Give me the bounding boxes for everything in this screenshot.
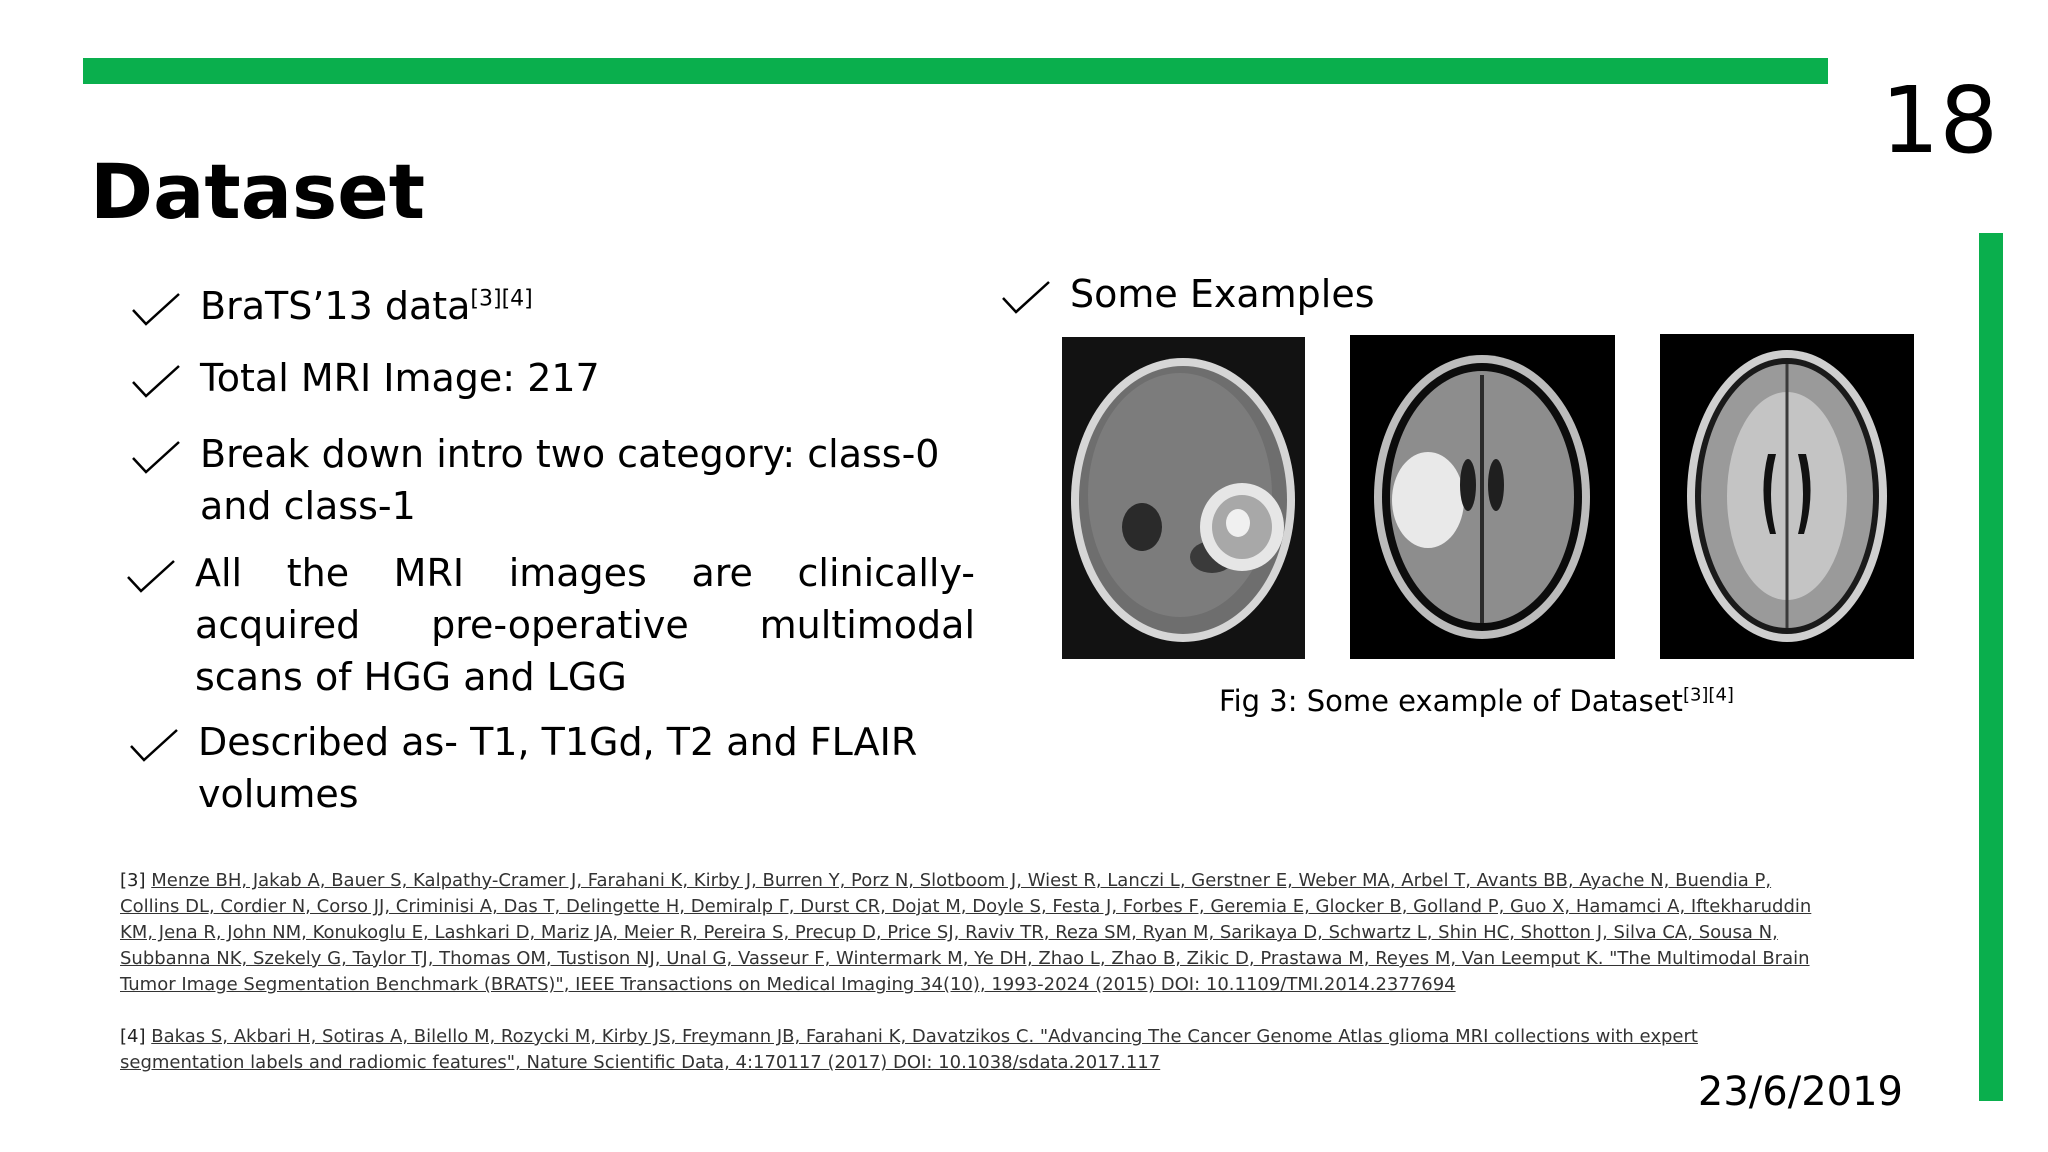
examples-heading [1000,268,1500,320]
mri-example-image-2 [1350,335,1615,659]
reference-link[interactable]: Menze BH, Jakab A, Bauer S, Kalpathy-Cramer J, Farahani K, Kirby J, Burren Y, Porz N, Slotboom J, Wiest R, Lanczi L, Gerstner E, Weber MA, Arbel T, Avants BB, Ayache N, Buendia P, Collins DL, Cordier N, Corso JJ, Criminisi A, Das T, Delingette H, Demiralp Γ, Durst CR, Dojat M, Doyle S, Festa J, Forbes F, Geremia E, Glocker B, Golland P, Guo X, Hamamci A, Iftekharuddin KM, Jena R, John NM, Konukoglu E, Lashkari D, Mariz JA, Meier R, Pereira S, Precup D, Price SJ, Raviv TR, Reza SM, Ryan M, Sarikaya D, Schwartz L, Shin HC, Shotton J, Silva CA, Sousa N, Subbanna NK, Szekely G, Taylor TJ, Thomas OM, Tustison NJ, Unal G, Vasseur F, Wintermark M, Ye DH, Zhao L, Zhao B, Zikic D, Prastawa M, Reyes M, Van Leemput K. "The Multimodal Brain Tumor Image Segmentation Benchmark (BRATS)", IEEE Transactions on Medical Imaging 34(10), 1993-2024 (2015) DOI: 10.1109/TMI.2014.2377694 [120,870,1812,995]
reference-4 [120,1024,1820,1076]
mri-example-image-1 [1062,337,1305,659]
bullet-text: Break down intro two category: class-0 and class-1 [200,432,940,528]
bullet-text: BraTS’13 data [200,284,471,328]
bullet-text: Described as- T1, T1Gd, T2 and FLAIR volumes [198,720,918,816]
right-accent-bar [1979,233,2003,1101]
slide-date: 23/6/2019 [1697,1069,1903,1115]
bullet-brats-data [130,280,1010,332]
bullet-total-images [130,352,1010,404]
caption-citation-sup: [3][4] [1682,684,1734,706]
checkmark-icon [125,557,177,597]
checkmark-icon [130,362,182,402]
caption-text: Fig 3: Some example of Dataset [1219,684,1683,718]
citation-sup: [3][4] [470,286,533,312]
reference-tag: [3] [120,870,146,891]
reference-tag: [4] [120,1026,146,1047]
references-block [120,868,1820,1102]
page-number: 18 [1880,67,1998,174]
examples-heading-text: Some Examples [1070,272,1375,316]
checkmark-icon [130,438,182,478]
slide-title: Dataset [90,147,426,236]
checkmark-icon [1000,278,1052,318]
figure-caption [1219,684,1734,719]
bullet-text: All the MRI images are clinically-acquired pre-operative multimodal scans of HGG and LGG [195,551,975,699]
bullet-categories [130,428,970,532]
reference-link[interactable]: Bakas S, Akbari H, Sotiras A, Bilello M, Rozycki M, Kirby JS, Freymann JB, Farahani K, Davatzikos C. "Advancing The Cancer Genome Atlas glioma MRI collections with expert segmentation labels and radiomic features", Nature Scientific Data, 4:170117 (2017) DOI: 10.1038/sdata.2017.117 [120,1026,1698,1073]
reference-3 [120,868,1820,998]
bullet-text: Total MRI Image: 217 [200,356,600,400]
mri-example-image-3 [1660,334,1914,659]
checkmark-icon [128,726,180,766]
top-accent-bar [83,58,1828,84]
bullet-mri-description [125,547,975,703]
checkmark-icon [130,290,182,330]
bullet-volumes [128,716,1028,820]
